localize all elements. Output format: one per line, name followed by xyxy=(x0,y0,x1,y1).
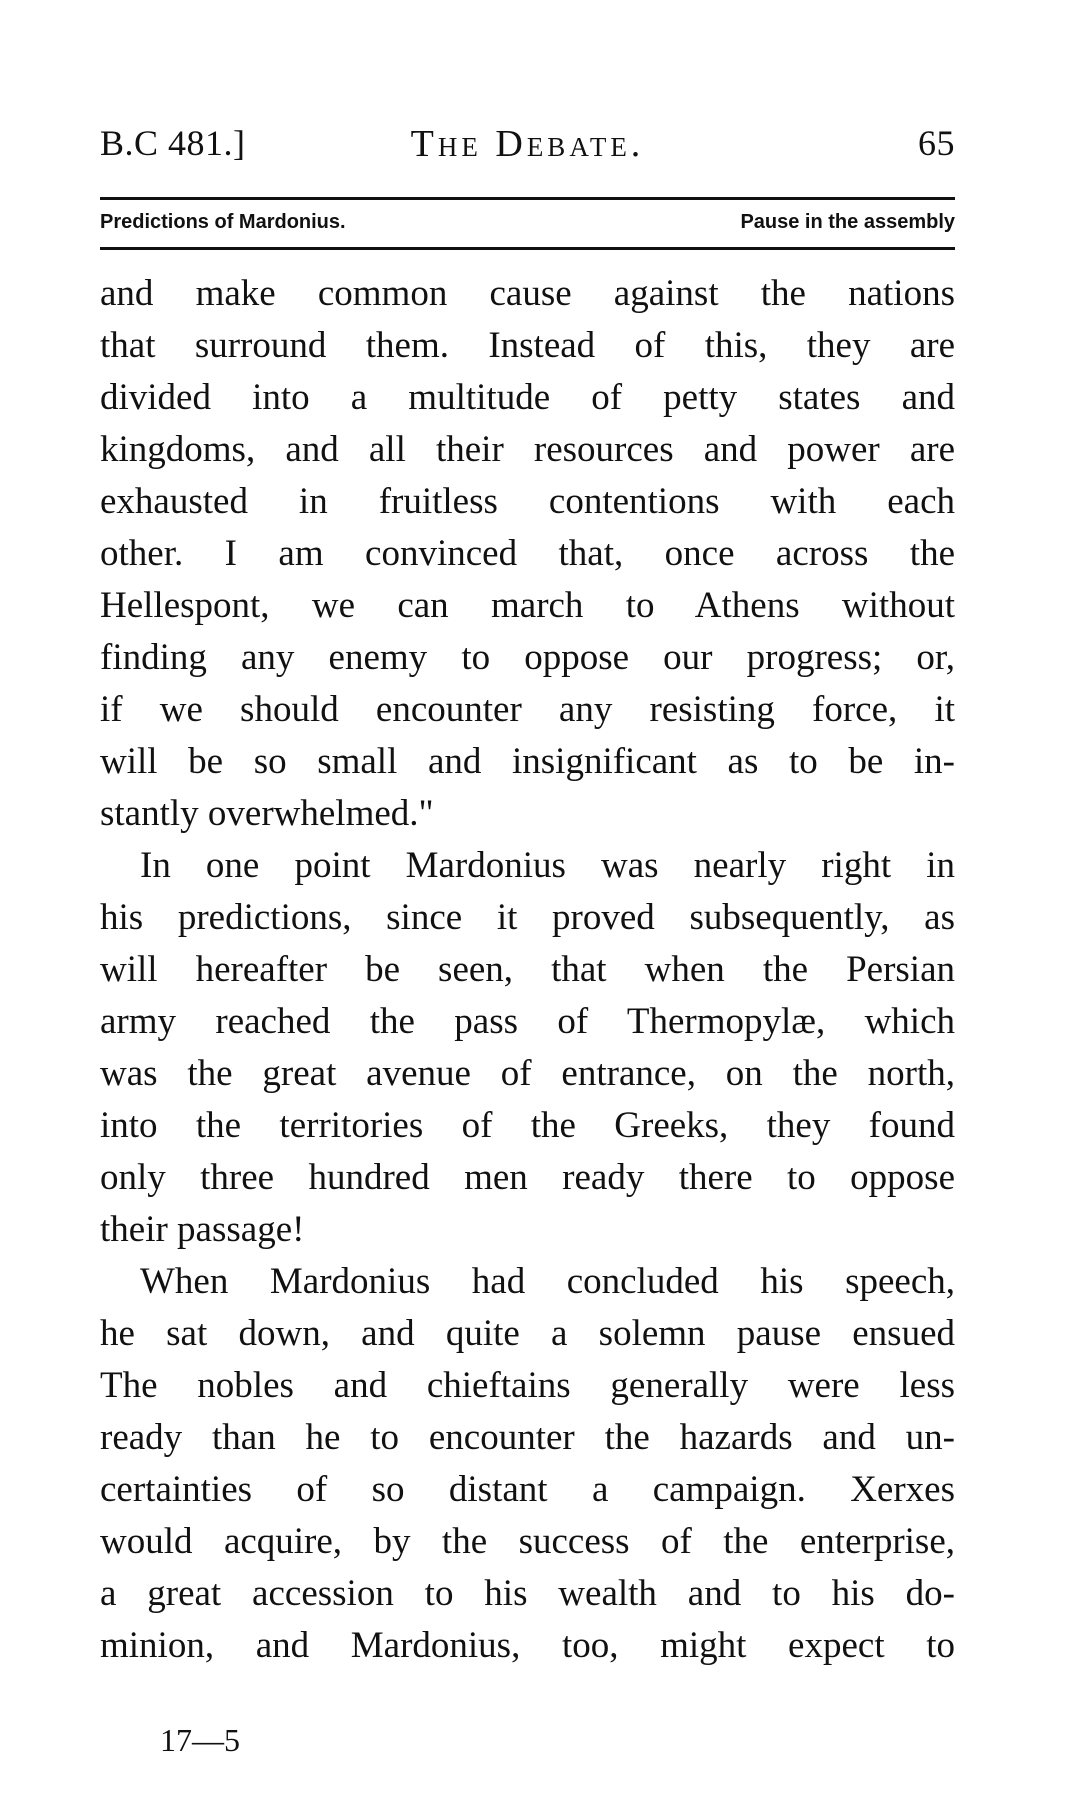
text-line: his predictions, since it proved subsequently, as xyxy=(100,897,955,938)
text-line: will hereafter be seen, that when the Persian xyxy=(100,949,955,990)
body-text xyxy=(100,268,955,1672)
text-line: army reached the pass of Thermopylæ, which xyxy=(100,1001,955,1042)
text-line: into the territories of the Greeks, they found xyxy=(100,1105,955,1146)
text-line: kingdoms, and all their resources and power are xyxy=(100,429,955,470)
text-line: was the great avenue of entrance, on the north, xyxy=(100,1053,955,1094)
text-line: other. I am convinced that, once across the xyxy=(100,533,955,574)
text-line: that surround them. Instead of this, they are xyxy=(100,325,955,366)
text-line: exhausted in fruitless contentions with each xyxy=(100,481,955,522)
text-line: a great accession to his wealth and to his do- xyxy=(100,1573,955,1614)
text-line: certainties of so distant a campaign. Xerxes xyxy=(100,1469,955,1510)
text-line: would acquire, by the success of the enterprise, xyxy=(100,1521,955,1562)
side-heading-left: Predictions of Mardonius. xyxy=(100,211,346,233)
text-line: Hellespont, we can march to Athens without xyxy=(100,585,955,626)
signature-mark: 17—5 xyxy=(160,1722,240,1758)
text-line: The nobles and chieftains generally were less xyxy=(100,1365,955,1406)
running-head-date: B.C 481.] xyxy=(100,123,246,163)
text-line: only three hundred men ready there to oppose xyxy=(100,1157,955,1198)
page-number: 65 xyxy=(918,123,955,163)
header-rule-bottom xyxy=(100,247,955,250)
side-heading-right: Pause in the assembly xyxy=(740,211,955,233)
book-page xyxy=(100,0,955,1797)
text-line: finding any enemy to oppose our progress; or, xyxy=(100,637,955,678)
text-line: When Mardonius had concluded his speech, xyxy=(140,1261,955,1302)
text-line: if we should encounter any resisting force, it xyxy=(100,689,955,730)
text-line: minion, and Mardonius, too, might expect to xyxy=(100,1625,955,1666)
text-line: ready than he to encounter the hazards and un- xyxy=(100,1417,955,1458)
text-line: divided into a multitude of petty states and xyxy=(100,377,955,418)
text-line: will be so small and insignificant as to be in- xyxy=(100,741,955,782)
text-line: their passage! xyxy=(100,1209,305,1250)
text-line: and make common cause against the nations xyxy=(100,273,955,314)
text-line: stantly overwhelmed." xyxy=(100,793,434,834)
text-line: In one point Mardonius was nearly right in xyxy=(140,845,955,886)
running-head xyxy=(100,122,955,172)
running-head-title: The Debate. xyxy=(410,123,645,165)
header-rule-top xyxy=(100,197,955,200)
text-line: he sat down, and quite a solemn pause ensued xyxy=(100,1313,955,1354)
